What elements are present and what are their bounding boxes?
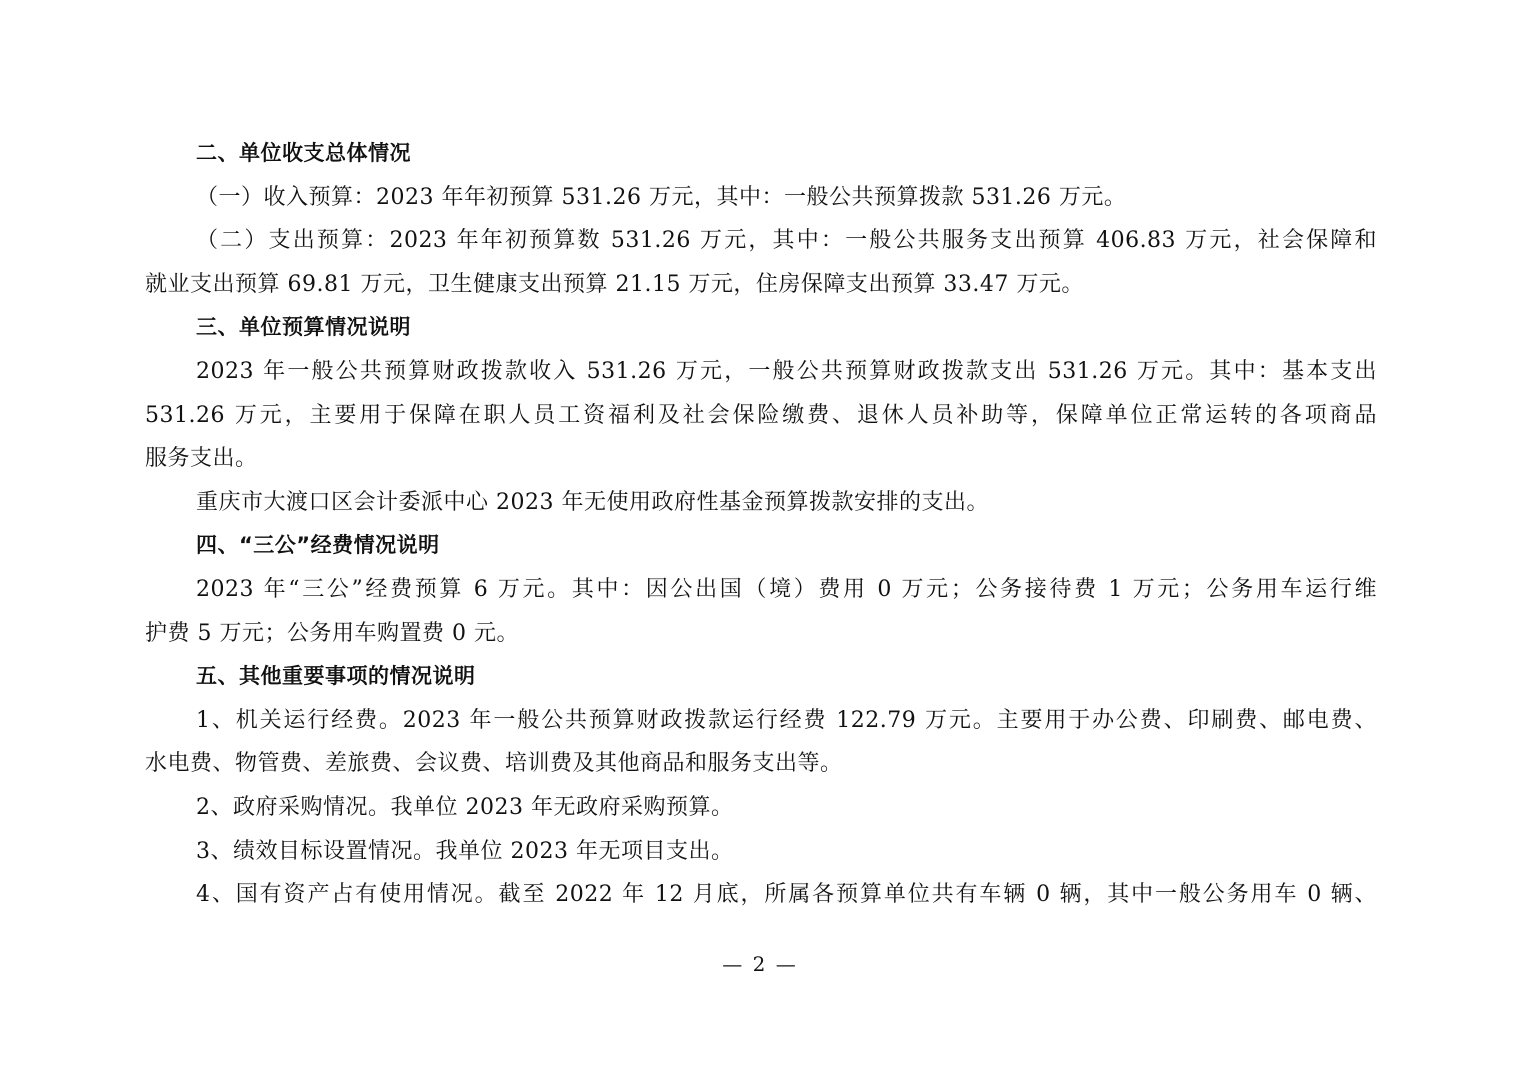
document-body — [145, 132, 1377, 917]
paragraph-procurement: 2、政府采购情况。我单位 2023 年无政府采购预算。 — [196, 794, 734, 820]
paragraph-budget-explanation-line-1: 2023 年一般公共预算财政拨款收入 531.26 万元，一般公共预算财政拨款支出 531.26 万元。其中：基本支出 — [196, 358, 1377, 384]
paragraph-budget-explanation-line-2: 531.26 万元，主要用于保障在职人员工资福利及社会保险缴费、退休人员补助等，保障单位正常运转的各项商品 — [145, 402, 1377, 428]
paragraph-expense-budget-line-2: 就业支出预算 69.81 万元，卫生健康支出预算 21.15 万元，住房保障支出预算 33.47 万元。 — [145, 271, 1084, 297]
paragraph-operating-funds-line-1: 1、机关运行经费。2023 年一般公共预算财政拨款运行经费 122.79 万元。主要用于办公费、印刷费、邮电费、 — [196, 707, 1377, 733]
section-heading-5: 五、其他重要事项的情况说明 — [196, 664, 476, 689]
page-number: — 2 — — [722, 952, 798, 976]
paragraph-three-public-line-1: 2023 年“三公”经费预算 6 万元。其中：因公出国（境）费用 0 万元；公务接待费 1 万元；公务用车运行维 — [196, 576, 1377, 602]
paragraph-expense-budget-line-1: （二）支出预算：2023 年年初预算数 531.26 万元，其中：一般公共服务支出预算 406.83 万元，社会保障和 — [196, 228, 1377, 254]
section-heading-4: 四、“三公”经费情况说明 — [196, 533, 440, 558]
paragraph-performance-goals: 3、绩效目标设置情况。我单位 2023 年无项目支出。 — [196, 838, 734, 864]
paragraph-state-assets: 4、国有资产占有使用情况。截至 2022 年 12 月底，所属各预算单位共有车辆 0 辆，其中一般公务用车 0 辆、 — [196, 882, 1377, 908]
paragraph-three-public-line-2: 护费 5 万元；公务用车购置费 0 元。 — [145, 620, 519, 646]
section-heading-2: 二、单位收支总体情况 — [196, 141, 411, 165]
paragraph-income-budget: （一）收入预算：2023 年年初预算 531.26 万元，其中：一般公共预算拨款 531.26 万元。 — [196, 184, 1127, 210]
paragraph-budget-explanation-line-3: 服务支出。 — [145, 446, 258, 472]
section-heading-3: 三、单位预算情况说明 — [196, 315, 411, 340]
paragraph-government-fund: 重庆市大渡口区会计委派中心 2023 年无使用政府性基金预算拨款安排的支出。 — [196, 489, 989, 515]
paragraph-operating-funds-line-2: 水电费、物管费、差旅费、会议费、培训费及其他商品和服务支出等。 — [145, 751, 843, 777]
